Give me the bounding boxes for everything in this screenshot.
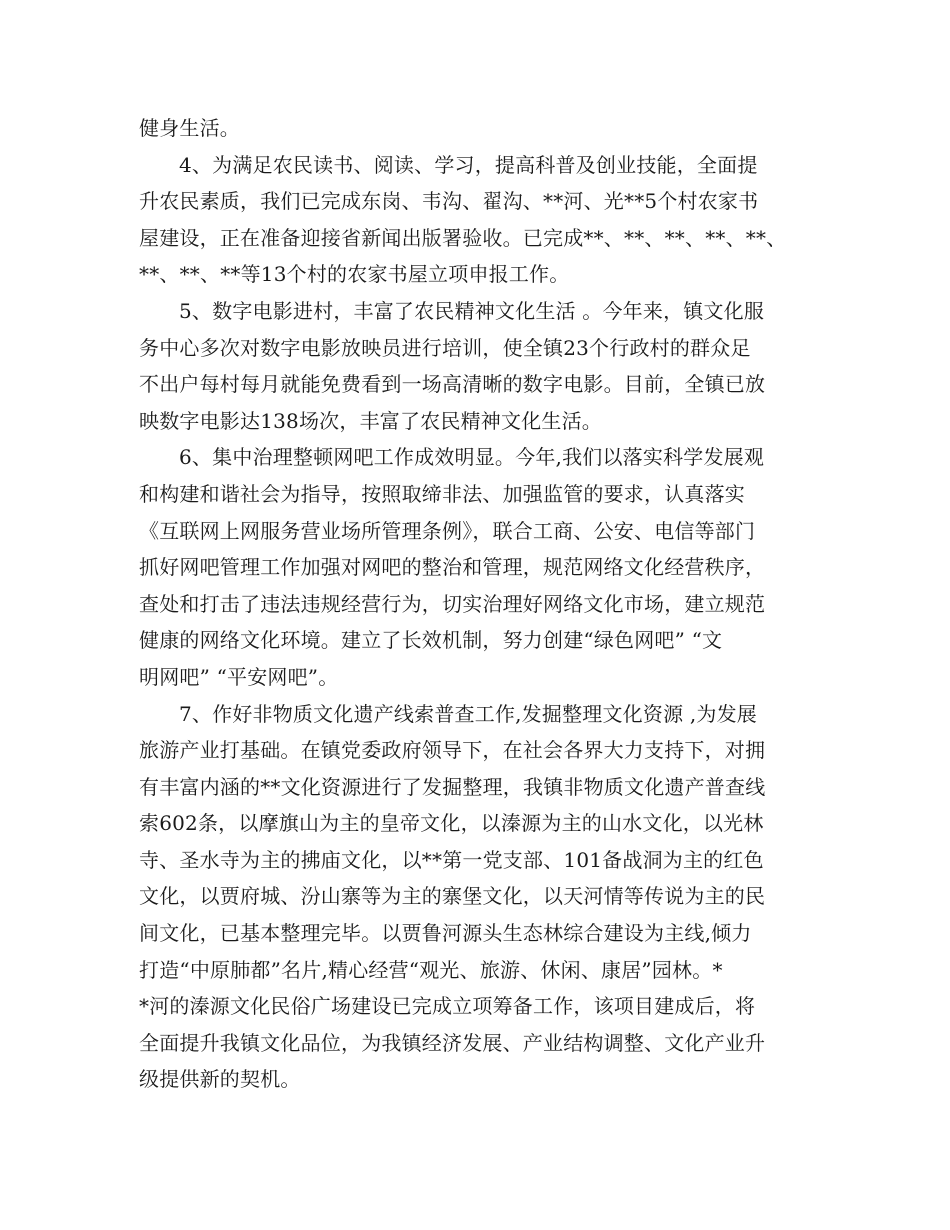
text-line: 抓好网吧管理工作加强对网吧的整治和管理，规范网络文化经营秩序， xyxy=(139,555,766,580)
text-line: 旅游产业打基础。在镇党委政府领导下，在社会各界大力支持下，对拥 xyxy=(139,738,766,763)
text-line: 《互联网上网服务营业场所管理条例》，联合工商、公安、电信等部门 xyxy=(139,518,756,543)
text-line: 查处和打击了违法违规经营行为，切实治理好网络文化市场，建立规范 xyxy=(139,591,766,616)
text-line: 级提供新的契机。 xyxy=(139,1067,301,1092)
text-line: 健康的网络文化环境。建立了长效机制，努力创建“绿色网吧” “文 xyxy=(139,628,723,653)
text-line: 全面提升我镇文化品位，为我镇经济发展、产业结构调整、文化产业升 xyxy=(139,1030,766,1055)
text-line: 寺、圣水寺为主的拂庙文化，以**第一党支部、101备战洞为主的红色 xyxy=(139,847,764,872)
text-line: **、**、**等13个村的农家书屋立项申报工作。 xyxy=(139,262,570,287)
text-line: 屋建设，正在准备迎接省新闻出版署验收。已完成**、**、**、**、**、 xyxy=(139,225,787,250)
text-line: *河的溱源文化民俗广场建设已完成立项筹备工作，该项目建成后，将 xyxy=(139,994,756,1019)
text-line: 明网吧” “平安网吧”。 xyxy=(139,664,339,689)
text-line: 文化，以贾府城、汾山寨等为主的寨堡文化，以天河情等传说为主的民 xyxy=(139,884,766,909)
body-text xyxy=(139,110,819,1098)
text-line: 间文化，已基本整理完毕。以贾鲁河源头生态林综合建设为主线,倾力 xyxy=(139,921,752,946)
text-line: 6、集中治理整顿网吧工作成效明显。今年,我们以落实科学发展观 xyxy=(179,445,765,470)
text-line: 有丰富内涵的**文化资源进行了发掘整理，我镇非物质文化遗产普查线 xyxy=(139,774,766,799)
text-line: 索602条，以摩旗山为主的皇帝文化，以溱源为主的山水文化，以光林 xyxy=(139,811,764,836)
text-line: 打造“中原肺都”名片,精心经营“观光、旅游、休闲、康居”园林。* xyxy=(139,957,723,982)
text-line: 健身生活。 xyxy=(139,116,240,140)
text-line: 和构建和谐社会为指导，按照取缔非法、加强监管的要求，认真落实 xyxy=(139,481,745,506)
text-line: 5、数字电影进村，丰富了农民精神文化生活 。今年来，镇文化服 xyxy=(179,298,765,323)
text-line: 务中心多次对数字电影放映员进行培训，使全镇23个行政村的群众足 xyxy=(139,335,751,360)
text-line: 映数字电影达138场次，丰富了农民精神文化生活。 xyxy=(139,408,602,433)
text-line: 4、为满足农民读书、阅读、学习，提高科普及创业技能，全面提 xyxy=(179,152,758,177)
text-line: 升农民素质，我们已完成东岗、韦沟、翟沟、**河、光**5个村农家书 xyxy=(139,189,759,214)
text-line: 不出户每村每月就能免费看到一场高清晰的数字电影。目前，全镇已放 xyxy=(139,372,766,397)
text-line: 7、作好非物质文化遗产线索普查工作,发掘整理文化资源 ,为发展 xyxy=(179,701,757,726)
